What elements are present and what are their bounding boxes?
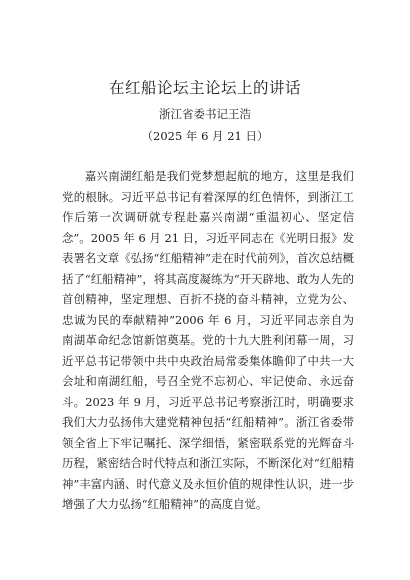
- speaker-line: 浙江省委书记王浩: [159, 107, 251, 121]
- speech-date: （2025 年 6 月 21 日）: [141, 129, 269, 143]
- body-paragraph: 嘉兴南湖红船是我们党梦想起航的地方，这里是我们党的根脉。习近平总书记有着深厚的红色情怀，到浙江工作后第一次调研就专程赴嘉兴南湖“重温初心、坚定信念”。2005 年 6 月 21 日，习近平同志在《光明日报》发表署名文章《弘扬“红船精神”走在时代前列》，首次总结概括了“红船精神”，将其高度凝练为“开天辟地、敢为人先的首创精神，坚定理想、百折不挠的奋斗精神，立党为公、忠诚为民的奉献精神”2006 年 6 月，习近平同志亲自为南湖革命纪念馆新馆奠基。党的十九大胜利闭幕一周，习近平总书记带领中共中央政治局常委集体瞻仰了中共一大会址和南湖红船，号召全党不忘初心、牢记使命、永远奋斗。2023 年 9 月，习近平总书记考察浙江时，明确要求我们大力弘扬伟大建党精神包括“红船精神”。浙江省委带领全省上下牢记嘱托、深学细悟，紧密联系党的光辉奋斗历程，紧密结合时代特点和浙江实际，不断深化对“红船精神”丰富内涵、时代意义及永恒价值的规律性认识，进一步增强了大力弘扬“红船精神”的高度自觉。: [62, 169, 354, 511]
- document-title: 在红船论坛主论坛上的讲话: [108, 79, 301, 97]
